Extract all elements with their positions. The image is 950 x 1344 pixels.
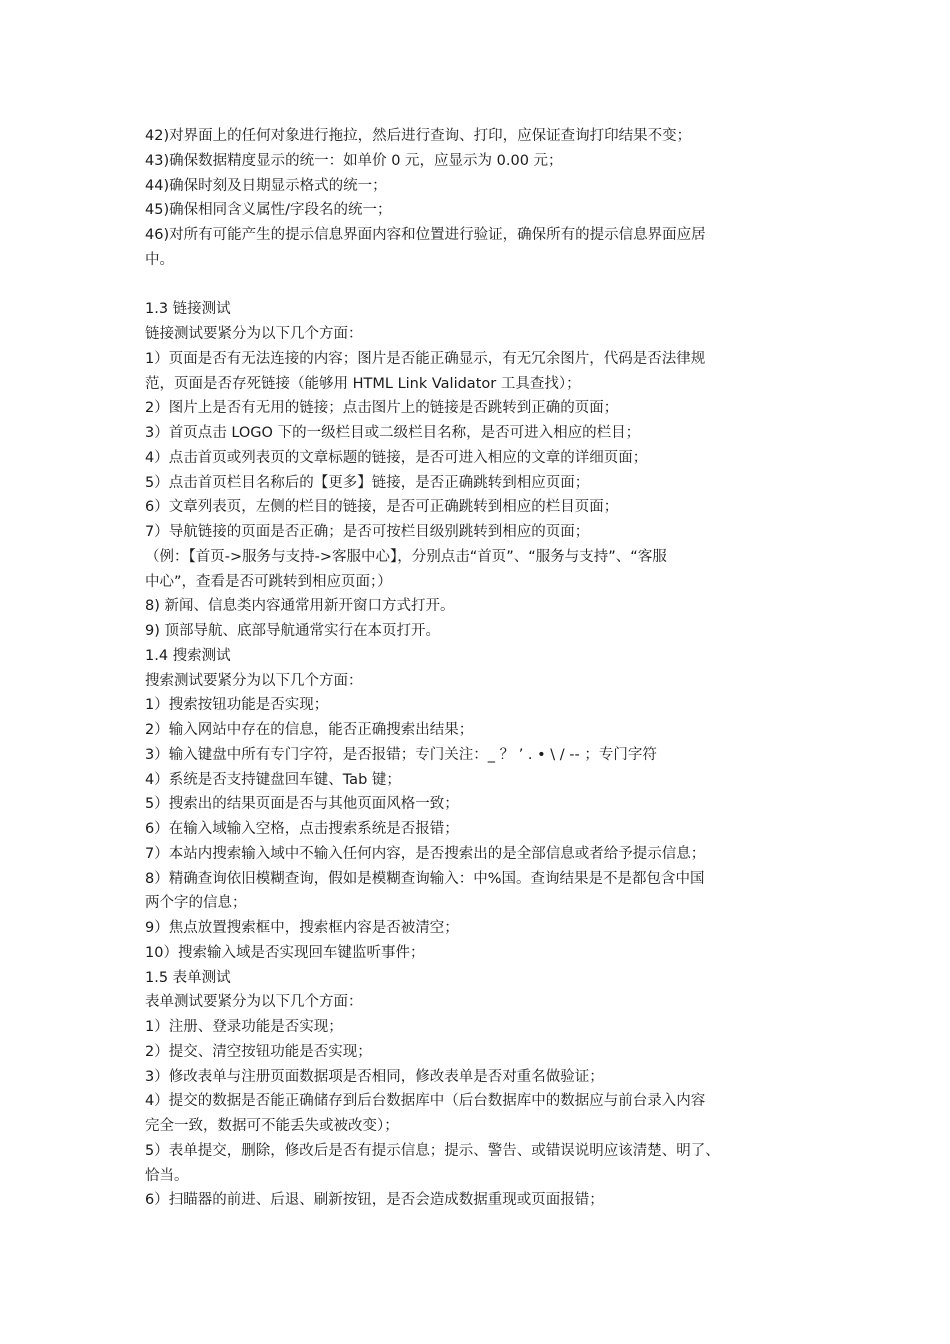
text-line: 9) 顶部导航、底部导航通常实行在本页打开。 [145,623,440,639]
text-line: 6）文章列表页，左侧的栏目的链接，是否可正确跳转到相应的栏目页面； [145,499,619,516]
text-line: 3）首页点击 LOGO 下的一级栏目或二级栏目名称，是否可进入相应的栏目； [145,425,641,441]
text-line: 5）搜索出的结果页面是否与其他页面风格一致； [145,796,459,813]
text-line: 1）页面是否有无法连接的内容；图片是否能正确显示，有无冗余图片，代码是否法律规 [145,350,706,367]
text-line: 范，页面是否存死链接（能够用 HTML Link Validator 工具查找）； [145,375,581,392]
text-line: 7）导航链接的页面是否正确；是否可按栏目级别跳转到相应的页面； [145,524,590,540]
text-line: 3）修改表单与注册页面数据项是否相同，修改表单是否对重名做验证； [145,1068,604,1085]
text-line: 4）系统是否支持键盘回车键、Tab 键； [145,771,401,788]
text-line: 两个字的信息； [145,895,247,912]
text-line: 完全一致，数据可不能丢失或被改变）； [145,1118,399,1134]
text-line: 10）搜索输入域是否实现回车键监听事件； [145,944,425,961]
text-line: 中心”，查看是否可跳转到相应页面；） [145,573,392,590]
text-line: 8) 新闻、信息类内容通常用新开窗口方式打开。 [145,598,455,615]
text-line: 1）注册、登录功能是否实现； [145,1019,343,1035]
text-line: 9）焦点放置搜索框中，搜索框内容是否被清空； [145,920,459,936]
text-line: 44)确保时刻及日期显示格式的统一； [145,177,387,194]
text-line: 45)确保相同含义属性/字段名的统一； [145,202,392,219]
text-line: （例：【首页->服务与支持->客服中心】，分别点击“首页”、“服务与支持”、“客服 [145,548,667,565]
paragraph-gap [145,273,815,298]
text-line: 表单测试要紧分为以下几个方面： [145,994,363,1011]
text-line: 42)对界面上的任何对象进行拖拉，然后进行查询、打印，应保证查询打印结果不变； [145,128,692,144]
text-line: 2）输入网站中存在的信息，能否正确搜索出结果； [145,722,474,738]
text-line: 中。 [145,251,174,268]
section-heading-link-test: 1.3 链接测试 [145,301,231,318]
document-body [145,124,815,1213]
text-line: 2）提交、清空按钮功能是否实现； [145,1043,372,1060]
text-line: 2）图片上是否有无用的链接；点击图片上的链接是否跳转到正确的页面； [145,400,619,417]
text-line: 搜索测试要紧分为以下几个方面： [145,672,363,689]
text-line: 6）在输入域输入空格，点击搜索系统是否报错； [145,821,459,837]
text-line: 5）表单提交，删除，修改后是否有提示信息；提示、警告、或错误说明应该清楚、明了、 [145,1142,720,1159]
text-line: 7）本站内搜索输入域中不输入任何内容，是否搜索出的是全部信息或者给予提示信息； [145,845,706,862]
text-line: 链接测试要紧分为以下几个方面： [145,326,363,342]
text-line: 1）搜索按钮功能是否实现； [145,697,329,714]
text-line: 4）提交的数据是否能正确储存到后台数据库中（后台数据库中的数据应与前台录入内容 [145,1093,706,1110]
text-line: 43)确保数据精度显示的统一：如单价 0 元，应显示为 0.00 元； [145,152,563,169]
text-line: 4）点击首页或列表页的文章标题的链接，是否可进入相应的文章的详细页面； [145,449,648,466]
text-line: 5）点击首页栏目名称后的【更多】链接，是否正确跳转到相应页面； [145,474,590,491]
text-line: 恰当。 [145,1167,189,1184]
section-heading-form-test: 1.5 表单测试 [145,969,231,986]
text-line: 46)对所有可能产生的提示信息界面内容和位置进行验证，确保所有的提示信息界面应居 [145,227,706,243]
section-heading-search-test: 1.4 搜索测试 [145,647,231,664]
text-line: 8）精确查询依旧模糊查询，假如是模糊查询输入：中%国。查询结果是不是都包含中国 [145,870,705,887]
text-line: 3）输入键盘中所有专门字符，是否报错；专门关注：_ ？ ’ . • \ / -- ；专门字符 [145,746,657,763]
text-line: 6）扫瞄器的前进、后退、刷新按钮，是否会造成数据重现或页面报错； [145,1192,604,1209]
